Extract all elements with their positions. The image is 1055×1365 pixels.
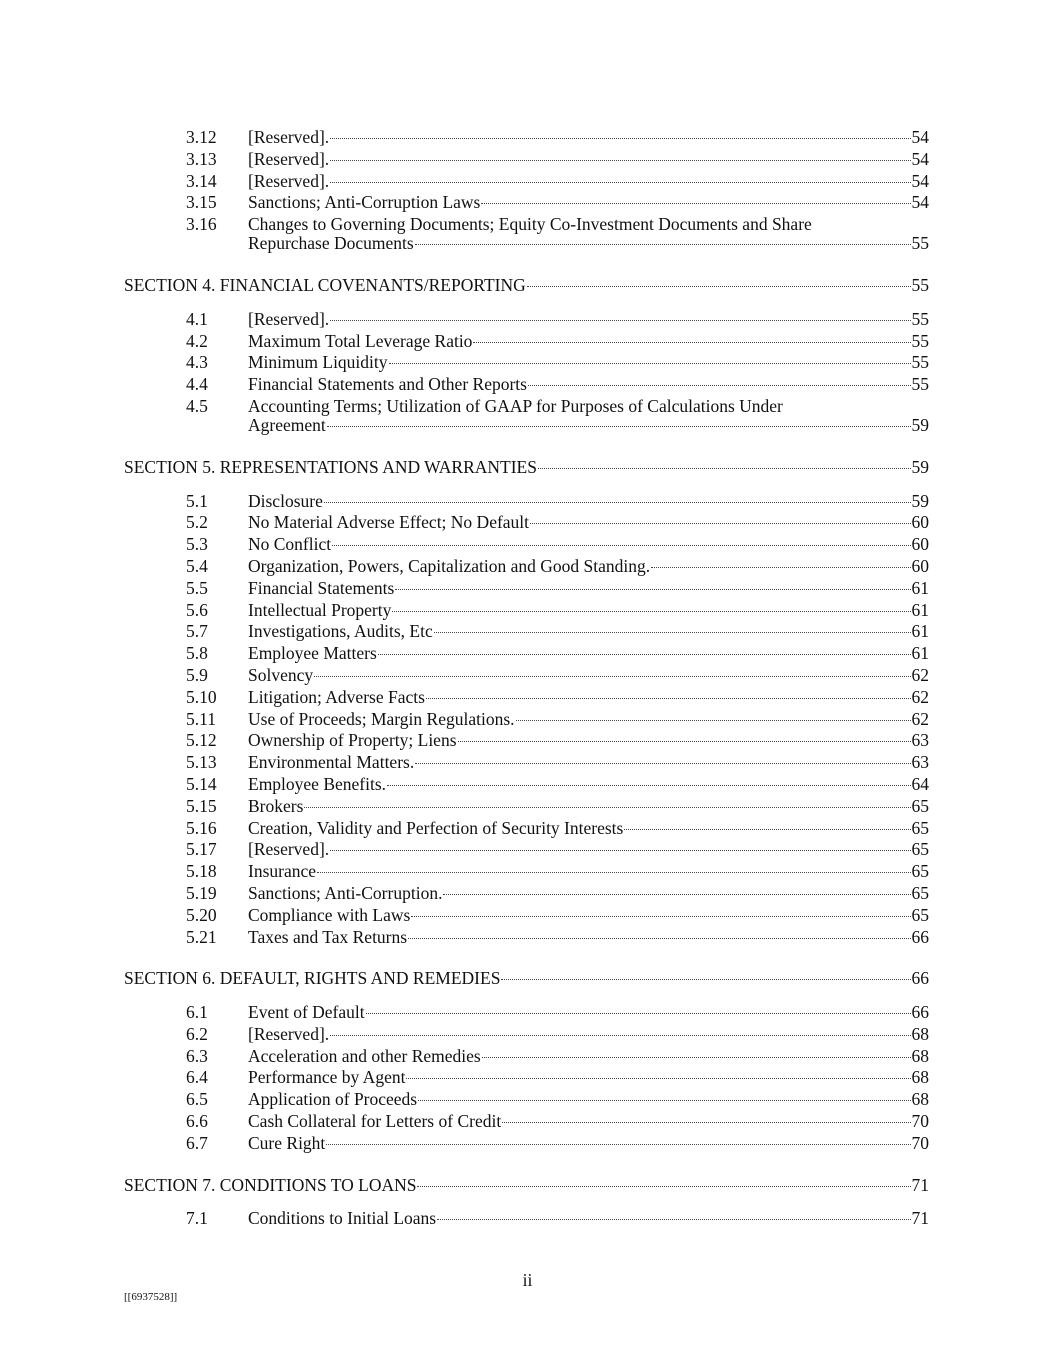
entry-number: 4.5 bbox=[186, 395, 208, 416]
entry-title: Insurance bbox=[248, 861, 317, 882]
entry-page: 68 bbox=[911, 1089, 929, 1110]
entry-page: 62 bbox=[911, 664, 929, 685]
entry-number: 4.1 bbox=[186, 308, 208, 329]
toc-entry[interactable] bbox=[124, 730, 929, 752]
section-title: SECTION 6. DEFAULT, RIGHTS AND REMEDIES bbox=[124, 968, 501, 989]
entry-title: Brokers bbox=[248, 795, 304, 816]
toc-entry[interactable] bbox=[124, 752, 929, 774]
entry-number: 6.2 bbox=[186, 1023, 208, 1044]
section-heading[interactable] bbox=[124, 1175, 929, 1197]
entry-title: Accounting Terms; Utilization of GAAP for Purposes of Calculations Under bbox=[248, 395, 783, 416]
entry-title: Compliance with Laws bbox=[248, 904, 411, 925]
dot-leader bbox=[443, 894, 910, 895]
toc-entry[interactable] bbox=[124, 1208, 929, 1230]
dot-leader bbox=[317, 872, 910, 873]
entry-number: 6.7 bbox=[186, 1132, 208, 1153]
entry-page: 62 bbox=[911, 708, 929, 729]
entry-number: 3.16 bbox=[186, 214, 217, 235]
entry-page: 54 bbox=[911, 192, 929, 213]
entry-number: 6.6 bbox=[186, 1111, 208, 1132]
toc-entry-continuation bbox=[124, 233, 929, 255]
dot-leader bbox=[481, 203, 910, 204]
dot-leader bbox=[516, 720, 911, 721]
section-title: SECTION 7. CONDITIONS TO LOANS bbox=[124, 1174, 417, 1195]
entry-title: Sanctions; Anti-Corruption Laws bbox=[248, 192, 481, 213]
section-page: 59 bbox=[911, 456, 929, 477]
entry-title: No Conflict bbox=[248, 534, 332, 555]
dot-leader bbox=[530, 523, 910, 524]
toc-entry[interactable] bbox=[124, 839, 929, 861]
entry-page: 71 bbox=[911, 1208, 929, 1229]
dot-leader bbox=[330, 1035, 910, 1036]
toc-entry[interactable] bbox=[124, 861, 929, 883]
entry-title: [Reserved]. bbox=[248, 127, 330, 147]
toc-entry[interactable] bbox=[124, 1089, 929, 1111]
entry-title: Financial Statements bbox=[248, 577, 395, 598]
section-title: SECTION 4. FINANCIAL COVENANTS/REPORTING bbox=[124, 274, 526, 295]
entry-title: Maximum Total Leverage Ratio bbox=[248, 330, 473, 351]
dot-leader bbox=[473, 342, 910, 343]
entry-title: Conditions to Initial Loans bbox=[248, 1208, 437, 1229]
entry-title: Employee Matters bbox=[248, 643, 377, 664]
toc-entry[interactable] bbox=[124, 374, 929, 396]
toc-entry[interactable] bbox=[124, 883, 929, 905]
dot-leader bbox=[387, 785, 910, 786]
toc-entry[interactable] bbox=[124, 556, 929, 578]
entry-page: 61 bbox=[911, 643, 929, 664]
entry-page: 62 bbox=[911, 686, 929, 707]
dot-leader bbox=[332, 545, 910, 546]
entry-page: 59 bbox=[911, 490, 929, 511]
entry-title: [Reserved]. bbox=[248, 148, 330, 169]
entry-page: 59 bbox=[911, 414, 929, 435]
entry-page: 65 bbox=[911, 904, 929, 925]
entry-number: 7.1 bbox=[186, 1208, 208, 1229]
entry-title: Cure Right bbox=[248, 1132, 326, 1153]
dot-leader bbox=[411, 916, 910, 917]
dot-leader bbox=[426, 698, 911, 699]
entry-page: 65 bbox=[911, 817, 929, 838]
dot-leader bbox=[418, 1100, 910, 1101]
toc-entry[interactable] bbox=[124, 491, 929, 513]
dot-leader bbox=[304, 807, 910, 808]
toc-entry[interactable] bbox=[124, 905, 929, 927]
entry-page: 65 bbox=[911, 839, 929, 860]
toc-entry[interactable] bbox=[124, 709, 929, 731]
dot-leader bbox=[324, 502, 911, 503]
entry-number: 4.2 bbox=[186, 330, 208, 351]
entry-title: Event of Default bbox=[248, 1002, 365, 1023]
document-id: [[6937528]] bbox=[124, 1291, 178, 1303]
entry-title: Disclosure bbox=[248, 490, 323, 511]
toc-entry[interactable] bbox=[124, 127, 929, 149]
section-heading[interactable] bbox=[124, 275, 929, 297]
entry-number: 5.4 bbox=[186, 555, 208, 576]
entry-title: [Reserved]. bbox=[248, 308, 330, 329]
toc-entry[interactable] bbox=[124, 927, 929, 949]
dot-leader bbox=[378, 654, 911, 655]
dot-leader bbox=[366, 1013, 911, 1014]
toc-entry[interactable] bbox=[124, 352, 929, 374]
entry-number: 5.21 bbox=[186, 926, 217, 947]
entry-number: 5.12 bbox=[186, 730, 217, 751]
section-heading[interactable] bbox=[124, 968, 929, 990]
toc-entry[interactable] bbox=[124, 309, 929, 331]
toc-entry[interactable] bbox=[124, 818, 929, 840]
entry-title: Acceleration and other Remedies bbox=[248, 1045, 481, 1066]
toc-entry[interactable] bbox=[124, 171, 929, 193]
entry-number: 5.5 bbox=[186, 577, 208, 598]
entry-page: 66 bbox=[911, 926, 929, 947]
toc-entry[interactable] bbox=[124, 1111, 929, 1133]
entry-title: Investigations, Audits, Etc bbox=[248, 621, 433, 642]
entry-page: 65 bbox=[911, 861, 929, 882]
section-page: 66 bbox=[911, 968, 929, 989]
entry-page: 55 bbox=[911, 374, 929, 395]
entry-number: 3.14 bbox=[186, 170, 217, 191]
entry-page: 55 bbox=[911, 330, 929, 351]
entry-page: 68 bbox=[911, 1023, 929, 1044]
entry-title: Taxes and Tax Returns bbox=[248, 926, 408, 947]
dot-leader bbox=[330, 138, 910, 139]
dot-leader bbox=[482, 1057, 911, 1058]
entry-title-continued: Repurchase Documents bbox=[248, 233, 414, 254]
toc-entry[interactable] bbox=[124, 1133, 929, 1155]
entry-page: 66 bbox=[911, 1002, 929, 1023]
dot-leader bbox=[527, 286, 911, 287]
toc-entry[interactable] bbox=[124, 665, 929, 687]
entry-page: 64 bbox=[911, 773, 929, 794]
table-of-contents bbox=[124, 127, 929, 1230]
section-heading[interactable] bbox=[124, 457, 929, 479]
dot-leader bbox=[417, 1186, 910, 1187]
dot-leader bbox=[437, 1219, 910, 1220]
entry-page: 65 bbox=[911, 882, 929, 903]
entry-title: Creation, Validity and Perfection of Security Interests bbox=[248, 817, 624, 838]
toc-entry[interactable] bbox=[124, 331, 929, 353]
entry-title: Employee Benefits. bbox=[248, 773, 387, 794]
entry-number: 4.4 bbox=[186, 374, 208, 395]
entry-page: 55 bbox=[911, 233, 929, 254]
entry-number: 5.16 bbox=[186, 817, 217, 838]
entry-title: Changes to Governing Documents; Equity Co-Investment Documents and Share bbox=[248, 214, 812, 235]
toc-entry[interactable] bbox=[124, 600, 929, 622]
entry-title: [Reserved]. bbox=[248, 170, 330, 191]
toc-entry[interactable] bbox=[124, 149, 929, 171]
dot-leader bbox=[528, 385, 911, 386]
entry-number: 5.18 bbox=[186, 861, 217, 882]
entry-number: 3.15 bbox=[186, 192, 217, 213]
dot-leader bbox=[501, 979, 910, 980]
entry-title-continued: Agreement bbox=[248, 414, 326, 435]
entry-page: 63 bbox=[911, 730, 929, 751]
entry-page: 61 bbox=[911, 599, 929, 620]
dot-leader bbox=[392, 611, 910, 612]
toc-entry[interactable] bbox=[124, 687, 929, 709]
entry-page: 60 bbox=[911, 534, 929, 555]
entry-page: 61 bbox=[911, 577, 929, 598]
dot-leader bbox=[330, 182, 910, 183]
toc-entry[interactable] bbox=[124, 396, 929, 415]
toc-entry[interactable] bbox=[124, 1024, 929, 1046]
entry-title: Financial Statements and Other Reports bbox=[248, 374, 527, 395]
entry-title: Solvency bbox=[248, 664, 314, 685]
toc-entry[interactable] bbox=[124, 621, 929, 643]
dot-leader bbox=[395, 589, 910, 590]
section-page: 71 bbox=[911, 1174, 929, 1195]
toc-entry[interactable] bbox=[124, 1067, 929, 1089]
dot-leader bbox=[415, 244, 911, 245]
dot-leader bbox=[389, 363, 911, 364]
entry-title: [Reserved]. bbox=[248, 839, 330, 860]
page-number: ii bbox=[522, 1270, 533, 1290]
entry-title: No Material Adverse Effect; No Default bbox=[248, 512, 530, 533]
entry-number: 4.3 bbox=[186, 352, 208, 373]
entry-number: 6.1 bbox=[186, 1002, 208, 1023]
dot-leader bbox=[458, 741, 911, 742]
entry-title: Environmental Matters. bbox=[248, 752, 415, 773]
entry-title: Litigation; Adverse Facts bbox=[248, 686, 425, 707]
entry-number: 5.8 bbox=[186, 643, 208, 664]
dot-leader bbox=[502, 1122, 910, 1123]
dot-leader bbox=[330, 320, 910, 321]
toc-entry[interactable] bbox=[124, 512, 929, 534]
toc-entry[interactable] bbox=[124, 534, 929, 556]
entry-page: 54 bbox=[911, 170, 929, 191]
entry-number: 5.17 bbox=[186, 839, 217, 860]
entry-title: Performance by Agent bbox=[248, 1067, 406, 1088]
entry-title: Sanctions; Anti-Corruption. bbox=[248, 882, 443, 903]
entry-number: 6.3 bbox=[186, 1045, 208, 1066]
dot-leader bbox=[624, 829, 910, 830]
entry-number: 6.5 bbox=[186, 1089, 208, 1110]
toc-entry[interactable] bbox=[124, 774, 929, 796]
toc-entry[interactable] bbox=[124, 1046, 929, 1068]
toc-entry[interactable] bbox=[124, 796, 929, 818]
dot-leader bbox=[415, 763, 910, 764]
entry-number: 5.9 bbox=[186, 664, 208, 685]
entry-page: 63 bbox=[911, 752, 929, 773]
entry-page: 54 bbox=[911, 148, 929, 169]
toc-entry[interactable] bbox=[124, 578, 929, 600]
entry-number: 5.13 bbox=[186, 752, 217, 773]
entry-number: 5.7 bbox=[186, 621, 208, 642]
entry-number: 5.10 bbox=[186, 686, 217, 707]
toc-entry[interactable] bbox=[124, 192, 929, 214]
entry-title: Intellectual Property bbox=[248, 599, 392, 620]
entry-title: Use of Proceeds; Margin Regulations. bbox=[248, 708, 515, 729]
entry-page: 68 bbox=[911, 1045, 929, 1066]
entry-page: 61 bbox=[911, 621, 929, 642]
dot-leader bbox=[330, 160, 910, 161]
dot-leader bbox=[434, 632, 911, 633]
dot-leader bbox=[327, 426, 911, 427]
entry-number: 5.20 bbox=[186, 904, 217, 925]
dot-leader bbox=[406, 1078, 910, 1079]
dot-leader bbox=[314, 676, 910, 677]
entry-number: 5.1 bbox=[186, 490, 208, 511]
entry-number: 5.19 bbox=[186, 882, 217, 903]
entry-number: 6.4 bbox=[186, 1067, 208, 1088]
entry-number: 5.11 bbox=[186, 708, 216, 729]
entry-page: 68 bbox=[911, 1067, 929, 1088]
entry-number: 3.12 bbox=[186, 127, 217, 147]
entry-page: 70 bbox=[911, 1111, 929, 1132]
entry-page: 55 bbox=[911, 352, 929, 373]
toc-entry[interactable] bbox=[124, 1002, 929, 1024]
entry-page: 55 bbox=[911, 308, 929, 329]
entry-title: Minimum Liquidity bbox=[248, 352, 388, 373]
entry-page: 70 bbox=[911, 1132, 929, 1153]
entry-page: 65 bbox=[911, 795, 929, 816]
entry-title: Organization, Powers, Capitalization and Good Standing. bbox=[248, 555, 651, 576]
section-page: 55 bbox=[911, 274, 929, 295]
entry-number: 5.14 bbox=[186, 773, 217, 794]
toc-entry-continuation bbox=[124, 415, 929, 437]
dot-leader bbox=[330, 850, 910, 851]
entry-number: 5.15 bbox=[186, 795, 217, 816]
entry-title: Ownership of Property; Liens bbox=[248, 730, 457, 751]
toc-entry[interactable] bbox=[124, 214, 929, 233]
entry-page: 54 bbox=[911, 127, 929, 147]
section-title: SECTION 5. REPRESENTATIONS AND WARRANTIES bbox=[124, 456, 537, 477]
entry-title: [Reserved]. bbox=[248, 1023, 330, 1044]
dot-leader bbox=[538, 468, 911, 469]
toc-entry[interactable] bbox=[124, 643, 929, 665]
entry-page: 60 bbox=[911, 555, 929, 576]
dot-leader bbox=[651, 567, 910, 568]
entry-page: 60 bbox=[911, 512, 929, 533]
entry-number: 5.3 bbox=[186, 534, 208, 555]
entry-number: 3.13 bbox=[186, 148, 217, 169]
dot-leader bbox=[326, 1144, 910, 1145]
entry-title: Cash Collateral for Letters of Credit bbox=[248, 1111, 502, 1132]
dot-leader bbox=[408, 938, 910, 939]
entry-number: 5.6 bbox=[186, 599, 208, 620]
entry-title: Application of Proceeds bbox=[248, 1089, 418, 1110]
entry-number: 5.2 bbox=[186, 512, 208, 533]
